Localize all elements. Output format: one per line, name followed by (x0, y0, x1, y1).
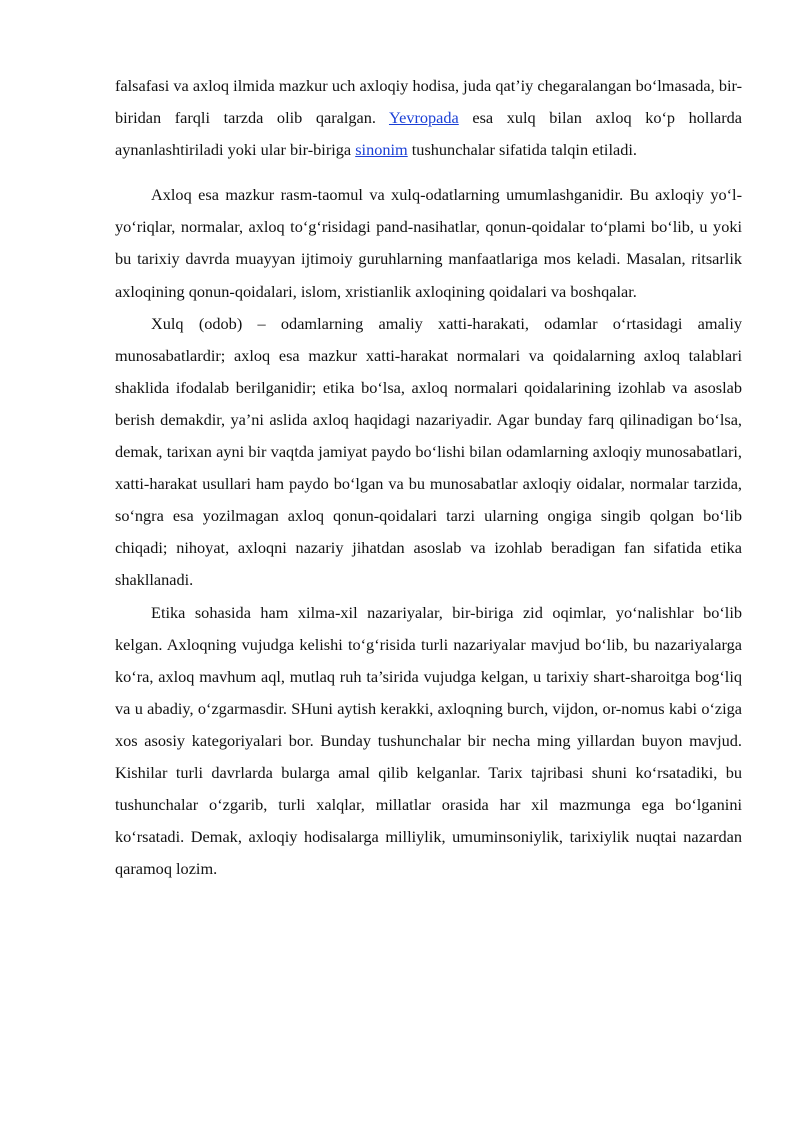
paragraph-text: esa xulq bilan axloq ko‘p hollarda aynanlashtiriladi yoki ular bir-biriga (115, 108, 742, 160)
document-page (115, 70, 742, 885)
paragraph-text: falsafasi va axloq ilmida mazkur uch axloqiy hodisa, juda qat’iy chegaralangan bo‘lmasada, bir-biridan farqli tarzda olib qaralgan. (115, 76, 742, 128)
paragraph-text: tushunchalar sifatida talqin etiladi. (407, 140, 637, 160)
link-yevropada[interactable]: Yevropada (388, 108, 459, 128)
paragraph-axloq: Axloq esa mazkur rasm-taomul va xulq-odatlarning umumlashganidir. Bu axloqiy yo‘l-yo‘riqlar, normalar, axloq to‘g‘risidagi pand-nasihatlar, qonun-qoidalar to‘plami bo‘lib, u yoki bu tarixiy davrda muayyan ijtimoiy guruhlarning manfaatlariga mos keladi. Masalan, ritsarlik axloqining qonun-qoidalari, islom, xristianlik axloqining qoidalari va boshqalar. (115, 185, 742, 301)
paragraph-xulq: Xulq (odob) – odamlarning amaliy xatti-harakati, odamlar o‘rtasidagi amaliy munosabatlardir; axloq esa mazkur xatti-harakat normalari va qoidalarning axloq talablari shaklida ifodalab berilganidir; etika bo‘lsa, axloq normalari qoidalarining izohlab va asoslab berish demakdir, ya’ni aslida axloq haqidagi nazariyadir. Agar bunday farq qilinadigan bo‘lsa, demak, tarixan ayni bir vaqtda jamiyat paydo bo‘lishi bilan odamlarning axloqiy munosabatlari, xatti-harakat usullari ham paydo bo‘lgan va bu munosabatlar axloqiy oidalar, normalar tarzida, so‘ngra esa yozilmagan axloq qonun-qoidalari tarzi ularning ongiga singib qolgan bo‘lib chiqadi; nihoyat, axloqni nazariy jihatdan asoslab va izohlab beradigan fan sifatida etika shakllanadi. (115, 313, 742, 590)
paragraph-etika: Etika sohasida ham xilma-xil nazariyalar, bir-biriga zid oqimlar, yo‘nalishlar bo‘lib kelgan. Axloqning vujudga kelishi to‘g‘risida turli nazariyalar mavjud bo‘lib, bu nazariyalarga ko‘ra, axloq mavhum aql, mutlaq ruh ta’sirida vujudga kelgan, u tarixiy shart-sharoitga bog‘liq va u abadiy, o‘zgarmasdir. SHuni aytish kerakki, axloqning burch, vijdon, or-nomus kabi o‘ziga xos asosiy kategoriyalari bor. Bunday tushunchalar bir necha ming yillardan buyon mavjud. Kishilar turli davrlarda bularga amal qilib kelganlar. Tarix tajribasi shuni ko‘rsatadiki, bu tushunchalar o‘zgarib, turli xalqlar, millatlar orasida har xil mazmunga ega bo‘lganini ko‘rsatadi. Demak, axloqiy hodisalarga milliylik, umuminsoniylik, tarixiylik nuqtai nazardan qaramoq lozim. (115, 602, 742, 879)
link-sinonim[interactable]: sinonim (355, 140, 408, 160)
paragraph-continuation (115, 70, 742, 166)
